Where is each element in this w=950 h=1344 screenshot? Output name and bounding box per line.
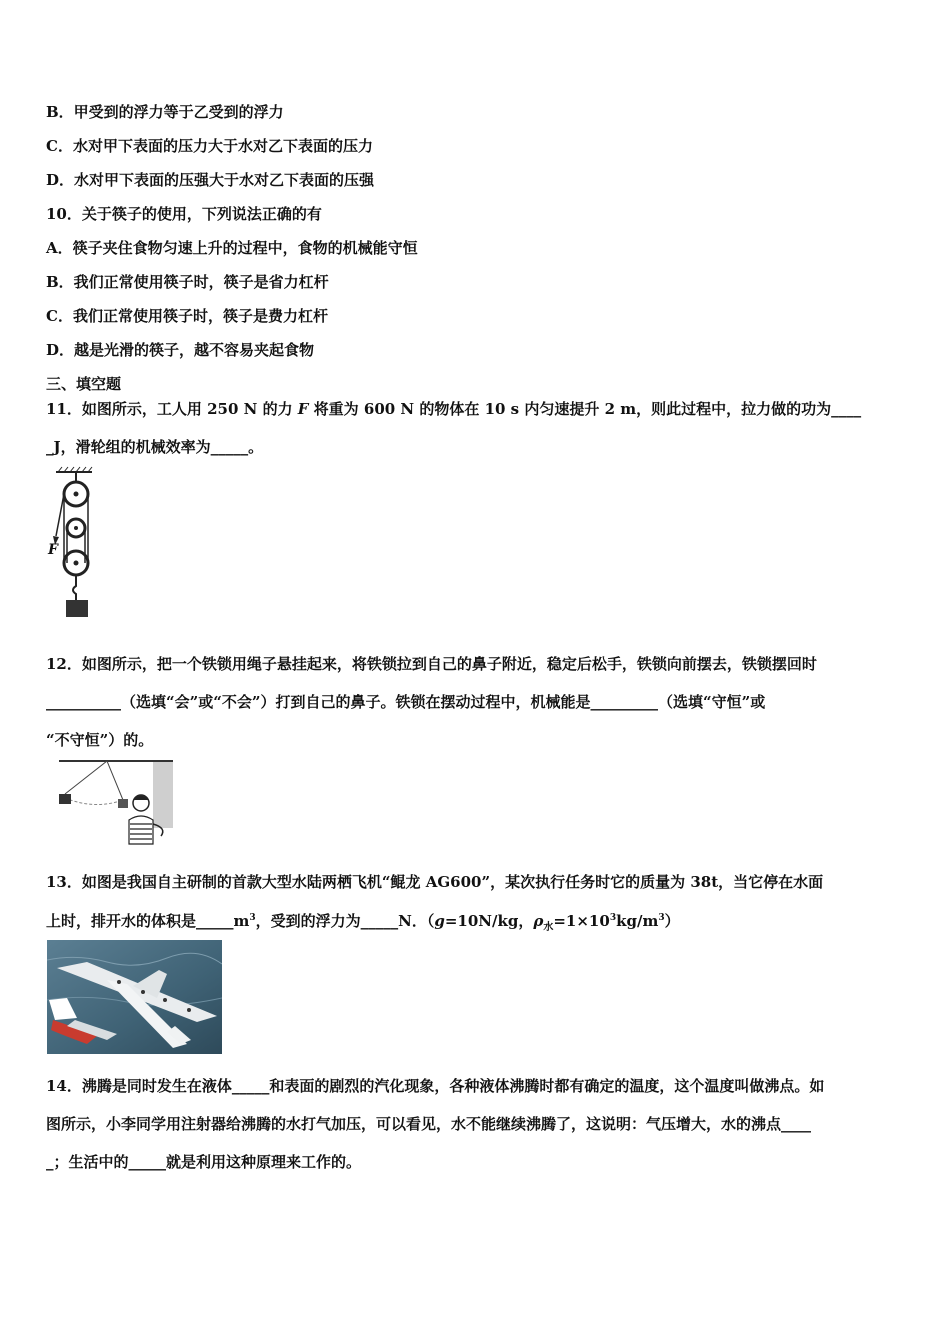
q13-text-f: ）	[664, 912, 680, 930]
q9-option-b: B．甲受到的浮力等于乙受到的浮力	[46, 103, 284, 121]
q12-line1: 12．如图所示，把一个铁锁用绳子悬挂起来，将铁锁拉到自己的鼻子附近，稳定后松手，铁锁向前摆去，铁锁摆回时	[46, 655, 817, 673]
q13-line2	[46, 908, 680, 938]
section-title-fill-blank: 三、填空题	[46, 375, 122, 393]
q9-option-d: D．水对甲下表面的压强大于水对乙下表面的压强	[46, 171, 375, 189]
pulley-system-figure	[48, 466, 108, 626]
q13-exponent-c: 3	[658, 913, 665, 923]
q11-line2: _J，滑轮组的机械效率为_____。	[46, 438, 264, 456]
q13-line1: 13．如图是我国自主研制的首款大型水陆两栖飞机“鲲龙 AG600”，某次执行任务时它的质量为 38t，当它停在水面	[46, 873, 824, 891]
q10-stem: 10．关于筷子的使用，下列说法正确的有	[46, 205, 322, 223]
q13-text-c: =10N/kg，	[444, 912, 534, 930]
q11-text-a: 11．如图所示，工人用 250 N 的力	[46, 400, 298, 418]
seaplane-photo	[47, 940, 222, 1054]
q13-exponent-b: 3	[609, 913, 617, 923]
q13-text-d: =1×10	[553, 912, 610, 930]
q13-exponent-a: 3	[249, 913, 256, 923]
q11-line1	[46, 399, 861, 419]
q11-text-b: 将重为 600 N 的物体在 10 s 内匀速提升 2 m，则此过程中，拉力做的功为____	[308, 400, 862, 418]
q13-g-symbol: g	[434, 912, 445, 930]
q10-option-a: A．筷子夹住食物匀速上升的过程中，食物的机械能守恒	[46, 239, 418, 257]
seaplane-icon	[47, 940, 222, 1054]
q12-line3: “不守恒”）的。	[46, 731, 154, 749]
q14-line1: 14．沸腾是同时发生在液体_____和表面的剧烈的汽化现象，各种液体沸腾时都有确定的温度，这个温度叫做沸点。如	[46, 1077, 825, 1095]
pendulum-lock-figure	[55, 758, 175, 846]
q13-text-a: 上时，排开水的体积是_____m	[46, 912, 250, 930]
pulley-force-label: F	[48, 542, 58, 558]
q10-option-d: D．越是光滑的筷子，越不容易夹起食物	[46, 341, 315, 359]
q14-line2: 图所示，小李同学用注射器给沸腾的水打气加压，可以看见，水不能继续沸腾了，这说明：气压增大，水的沸点____	[46, 1115, 812, 1133]
q10-option-b: B．我们正常使用筷子时，筷子是省力杠杆	[46, 273, 329, 291]
q9-option-c: C．水对甲下表面的压力大于水对乙下表面的压力	[46, 137, 373, 155]
q13-text-b: ，受到的浮力为_____N．（	[255, 912, 435, 930]
q11-force-symbol: F	[297, 400, 309, 418]
q10-option-c: C．我们正常使用筷子时，筷子是费力杠杆	[46, 307, 328, 325]
pendulum-lock-icon	[55, 758, 175, 846]
q14-line3: _；生活中的_____就是利用这种原理来工作的。	[46, 1153, 362, 1171]
q12-line2: __________（选填“会”或“不会”）打到自己的鼻子。铁锁在摆动过程中，机械能是_________（选填“守恒”或	[46, 693, 766, 711]
q13-text-e: kg/m	[616, 912, 659, 930]
q13-rho-symbol: ρ	[533, 912, 544, 930]
q13-water-subscript: 水	[543, 922, 554, 933]
